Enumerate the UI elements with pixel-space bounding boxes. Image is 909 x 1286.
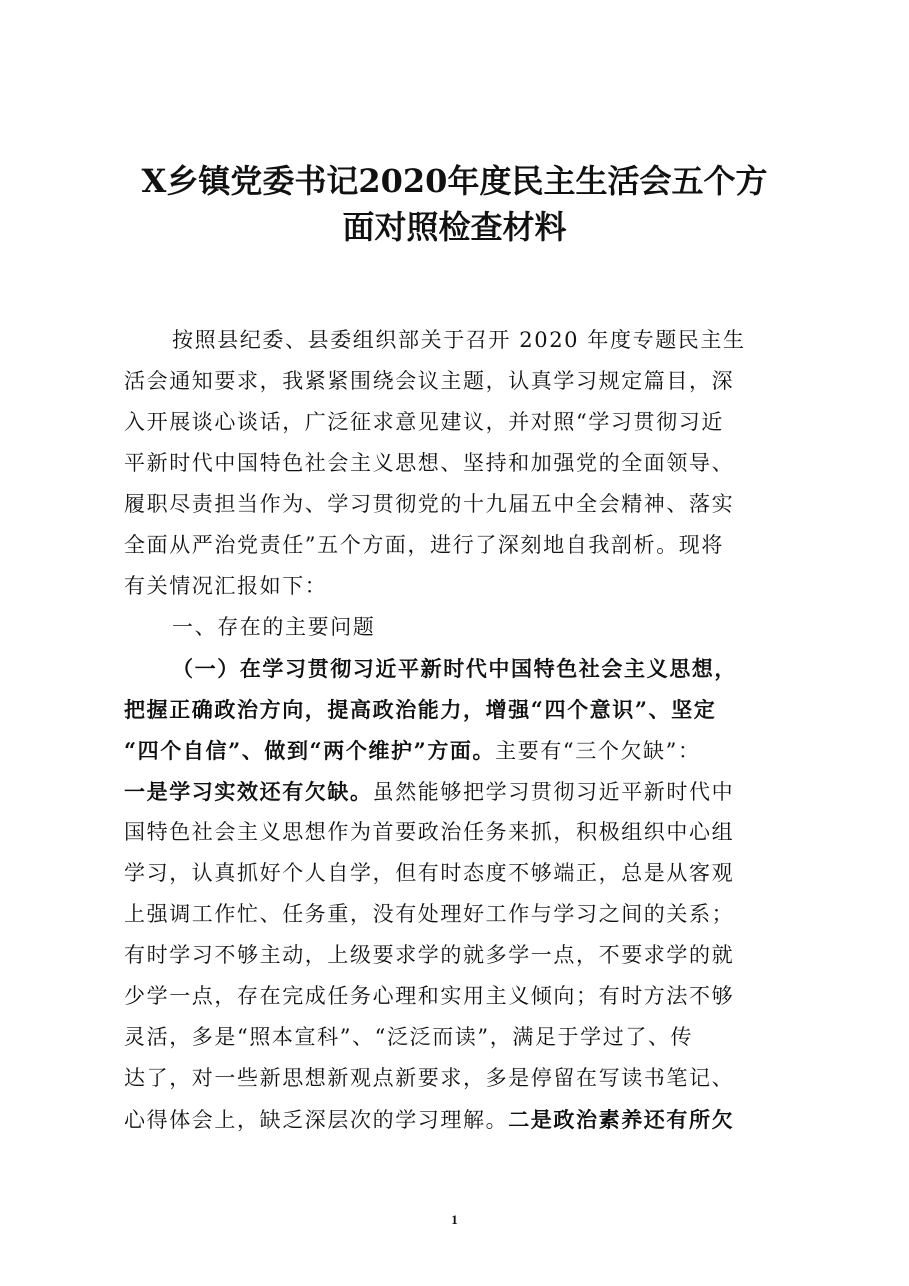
- mixed-line-3: [124, 1099, 790, 1140]
- document-title: [100, 158, 809, 250]
- intro-line-5: 履职尽责担当作为、学习贯彻党的十九届五中全会精神、落实: [124, 492, 735, 516]
- intro-line-2: 活会通知要求，我紧紧围绕会议主题，认真学习规定篇目，深: [124, 369, 735, 393]
- sub-heading-line-3: “四个自信”、做到“两个维护”方面。: [124, 738, 496, 763]
- sub-heading-line-1: （一）在学习贯彻习近平新时代中国特色社会主义思想，: [172, 656, 737, 681]
- sub-heading-line-2: 把握正确政治方向，提高政治能力，增强“四个意识”、坚定: [124, 697, 717, 722]
- body-line-3: 上强调工作忙、任务重，没有处理好工作与学习之间的关系；: [124, 902, 735, 926]
- problems-intro: 主要有“三个欠缺”：: [495, 739, 701, 763]
- last-line-text: 心得体会上，缺乏深层次的学习理解。: [124, 1108, 509, 1132]
- point-one-heading: 一是学习实效还有欠缺。: [124, 779, 373, 804]
- document-body: [124, 320, 790, 1140]
- body-line-6: 灵活，多是“照本宣科”、“泛泛而读”，满足于学过了、传: [124, 1025, 694, 1049]
- body-line-1: 国特色社会主义思想作为首要政治任务来抓，积极组织中心组: [124, 820, 735, 844]
- page-number: 1: [451, 1212, 458, 1227]
- intro-line-7: 有关情况汇报如下：: [124, 574, 328, 598]
- point-two-heading: 二是政治素养还有所欠: [508, 1107, 735, 1132]
- body-line-4: 有时学习不够主动，上级要求学的就多学一点，不要求学的就: [124, 943, 735, 967]
- intro-line-4: 平新时代中国特色社会主义思想、坚持和加强党的全面领导、: [124, 451, 735, 475]
- body-line-7: 达了，对一些新思想新观点新要求，多是停留在写读书笔记、: [124, 1066, 735, 1090]
- point-one-text: 虽然能够把学习贯彻习近平新时代中: [372, 780, 735, 804]
- body-line-5: 少学一点，存在完成任务心理和实用主义倾向；有时方法不够: [124, 984, 735, 1008]
- title-line-1: X乡镇党委书记2020年度民主生活会五个方: [141, 162, 768, 200]
- mixed-line-2: [124, 771, 790, 812]
- title-line-2: 面对照检查材料: [342, 208, 567, 246]
- intro-line-1: 按照县纪委、县委组织部关于召开 2020 年度专题民主生: [172, 328, 746, 352]
- intro-line-6: 全面从严治党责任”五个方面，进行了深刻地自我剖析。现将: [124, 533, 724, 557]
- section-heading: 一、存在的主要问题: [172, 615, 376, 639]
- body-line-2: 学习，认真抓好个人自学，但有时态度不够端正，总是从客观: [124, 861, 735, 885]
- mixed-line-1: [124, 730, 790, 771]
- intro-line-3: 入开展谈心谈话，广泛征求意见建议，并对照“学习贯彻习近: [124, 410, 724, 434]
